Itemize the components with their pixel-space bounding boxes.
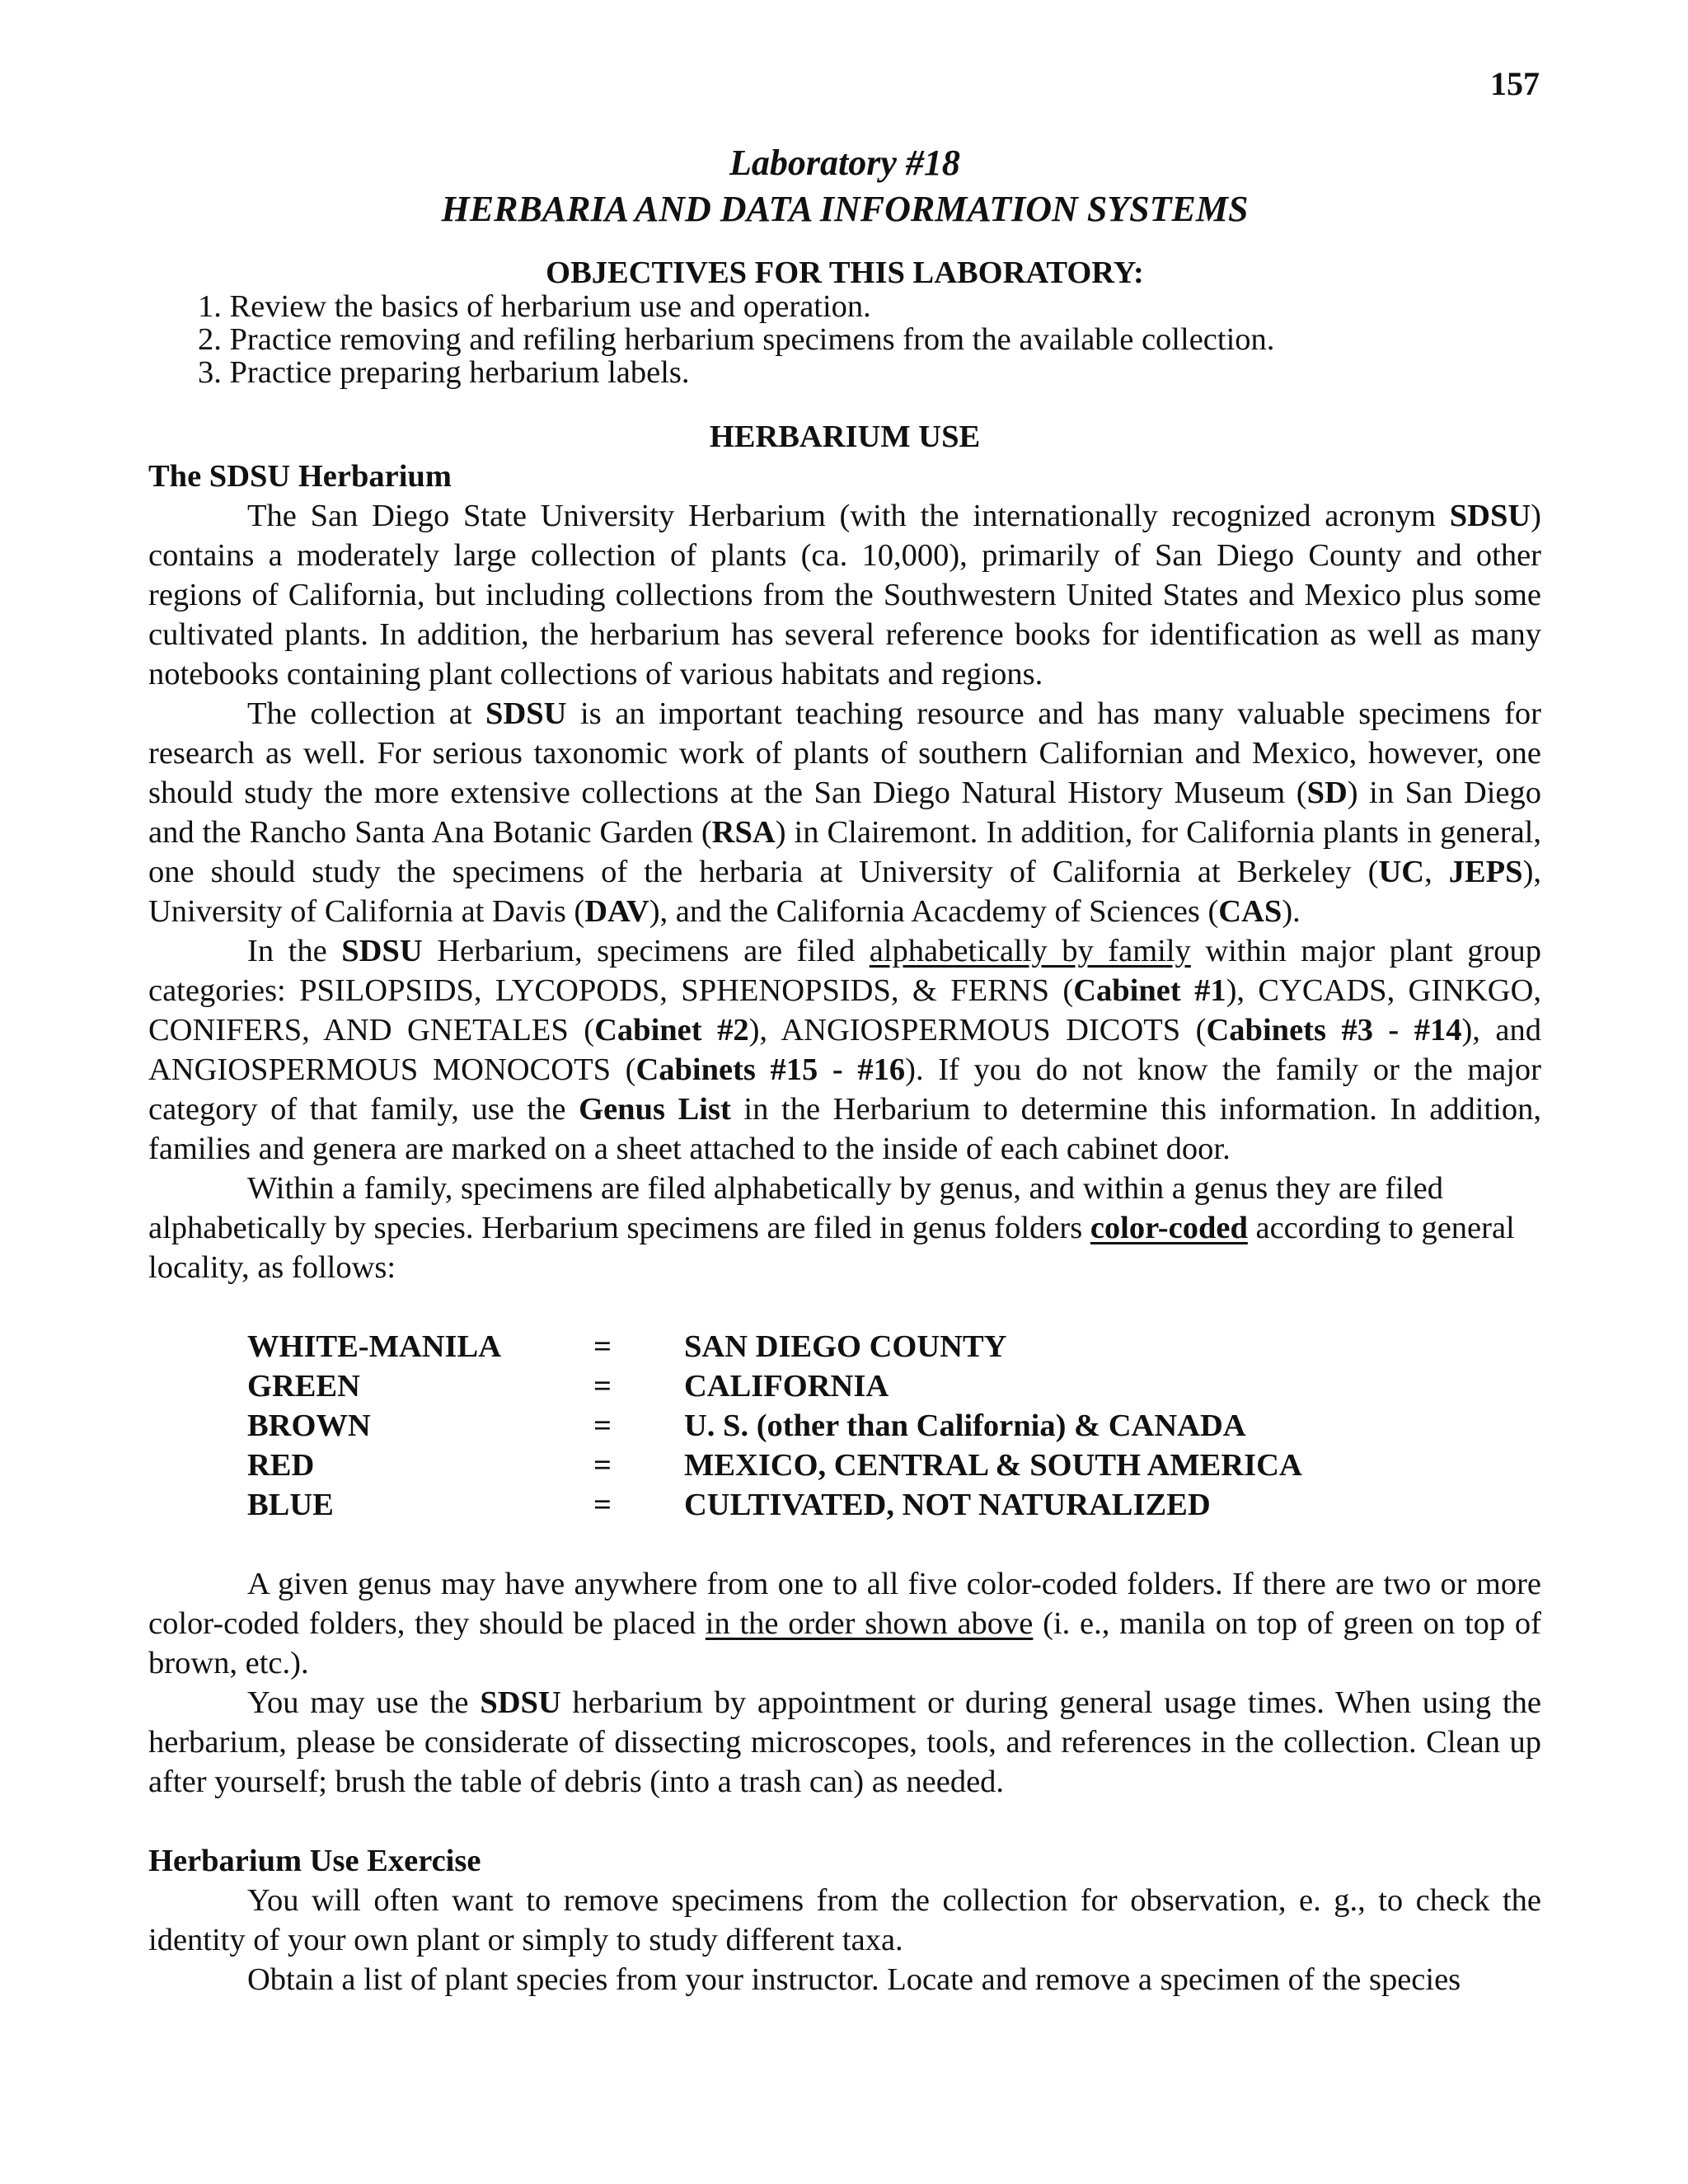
- paragraph-folder-order: A given genus may have anywhere from one to all five color-coded folders. If there are two or more color-coded folders, they should be placed in the order shown above (i. e., manila on top of green on top of brown, etc.).: [148, 1567, 1541, 1680]
- equals-sign: =: [593, 1408, 612, 1443]
- color-code-table: [247, 1327, 1302, 1525]
- folder-color: WHITE-MANILA: [247, 1329, 502, 1364]
- objectives-list: [148, 290, 1541, 389]
- equals-sign: =: [593, 1329, 612, 1364]
- locality: U. S. (other than California) & CANADA: [684, 1408, 1246, 1443]
- objectives-heading: OBJECTIVES FOR THIS LABORATORY:: [546, 255, 1144, 290]
- paragraph-exercise-intro: You will often want to remove specimens from the collection for observation, e. g., to check the identity of your own plant or simply to study different taxa.: [148, 1883, 1541, 1957]
- color-code-row: [247, 1406, 1302, 1446]
- herbarium-use-heading: HERBARIUM USE: [709, 419, 981, 454]
- lab-subtitle: HERBARIA AND DATA INFORMATION SYSTEMS: [441, 189, 1249, 229]
- color-code-row: [247, 1366, 1302, 1406]
- locality: MEXICO, CENTRAL & SOUTH AMERICA: [684, 1448, 1302, 1483]
- paragraph-other-collections: The collection at SDSU is an important teaching resource and has many valuable specimens for research as well. For serious taxonomic work of plants of southern Californian and Mexico, however, one should study the more extensive collections at the San Diego Natural History Museum (SD) in San Diego and the Rancho Santa Ana Botanic Garden (RSA) in Clairemont. In addition, for California plants in general, one should study the specimens of the herbaria at University of California at Berkeley (UC, JEPS), University of California at Davis (DAV), and the California Acacdemy of Sciences (CAS).: [148, 696, 1542, 929]
- spacer: [148, 1802, 1541, 1841]
- color-code-row: [247, 1485, 1302, 1525]
- color-code-row: [247, 1327, 1302, 1366]
- folder-color: BLUE: [247, 1488, 334, 1522]
- folder-color: GREEN: [247, 1369, 360, 1404]
- folder-color: RED: [247, 1448, 315, 1483]
- equals-sign: =: [593, 1448, 612, 1483]
- paragraph-sdsu-intro: The San Diego State University Herbarium (with the internationally recognized acronym SDSU) contains a moderately large collection of plants (ca. 10,000), primarily of San Diego County and other regions of California, but including collections from the Southwestern United States and Mexico plus some cultivated plants. In addition, the herbarium has several reference books for identification as well as many notebooks containing plant collections of various habitats and regions.: [148, 499, 1541, 691]
- color-code-row: [247, 1446, 1302, 1485]
- folder-color: BROWN: [247, 1408, 371, 1443]
- lab-title: Laboratory #18: [729, 143, 960, 183]
- page-number: 157: [1490, 65, 1540, 102]
- sdsu-herbarium-heading: The SDSU Herbarium: [148, 459, 452, 494]
- locality: CULTIVATED, NOT NATURALIZED: [684, 1488, 1211, 1522]
- locality: SAN DIEGO COUNTY: [684, 1329, 1007, 1364]
- objective-item: 1. Review the basics of herbarium use and operation.: [198, 289, 871, 324]
- page-content: [148, 66, 1541, 1999]
- locality: CALIFORNIA: [684, 1369, 889, 1404]
- paragraph-filing-system: In the SDSU Herbarium, specimens are filed alphabetically by family within major plant group categories: PSILOPSIDS, LYCOPODS, SPHENOPSIDS, & FERNS (Cabinet #1), CYCADS, GINKGO, CONIFERS, AND GNETALES (Cabinet #2), ANGIOSPERMOUS DICOTS (Cabinets #3 - #14), and ANGIOSPERMOUS MONOCOTS (Cabinets #15 - #16). If you do not know the family or the major category of that family, use the Genus List in the Herbarium to determine this information. In addition, families and genera are marked on a sheet attached to the inside of each cabinet door.: [148, 934, 1542, 1166]
- equals-sign: =: [593, 1488, 612, 1522]
- equals-sign: =: [593, 1369, 612, 1404]
- objective-item: 3. Practice preparing herbarium labels.: [198, 355, 690, 390]
- objective-item: 2. Practice removing and refiling herbarium specimens from the available collection.: [198, 322, 1275, 357]
- paragraph-usage: You may use the SDSU herbarium by appointment or during general usage times. When using the herbarium, please be considerate of dissecting microscopes, tools, and references in the collection. Clean up after yourself; brush the table of debris (into a trash can) as needed.: [148, 1685, 1542, 1799]
- paragraph-color-coding: Within a family, specimens are filed alphabetically by genus, and within a genus they are filed alphabetically by species. Herbarium specimens are filed in genus folders color-coded according to general locality, as follows:: [148, 1171, 1515, 1285]
- paragraph-exercise-instructions: Obtain a list of plant species from your instructor. Locate and remove a specimen of the species: [247, 1962, 1461, 1997]
- exercise-heading: Herbarium Use Exercise: [148, 1844, 481, 1878]
